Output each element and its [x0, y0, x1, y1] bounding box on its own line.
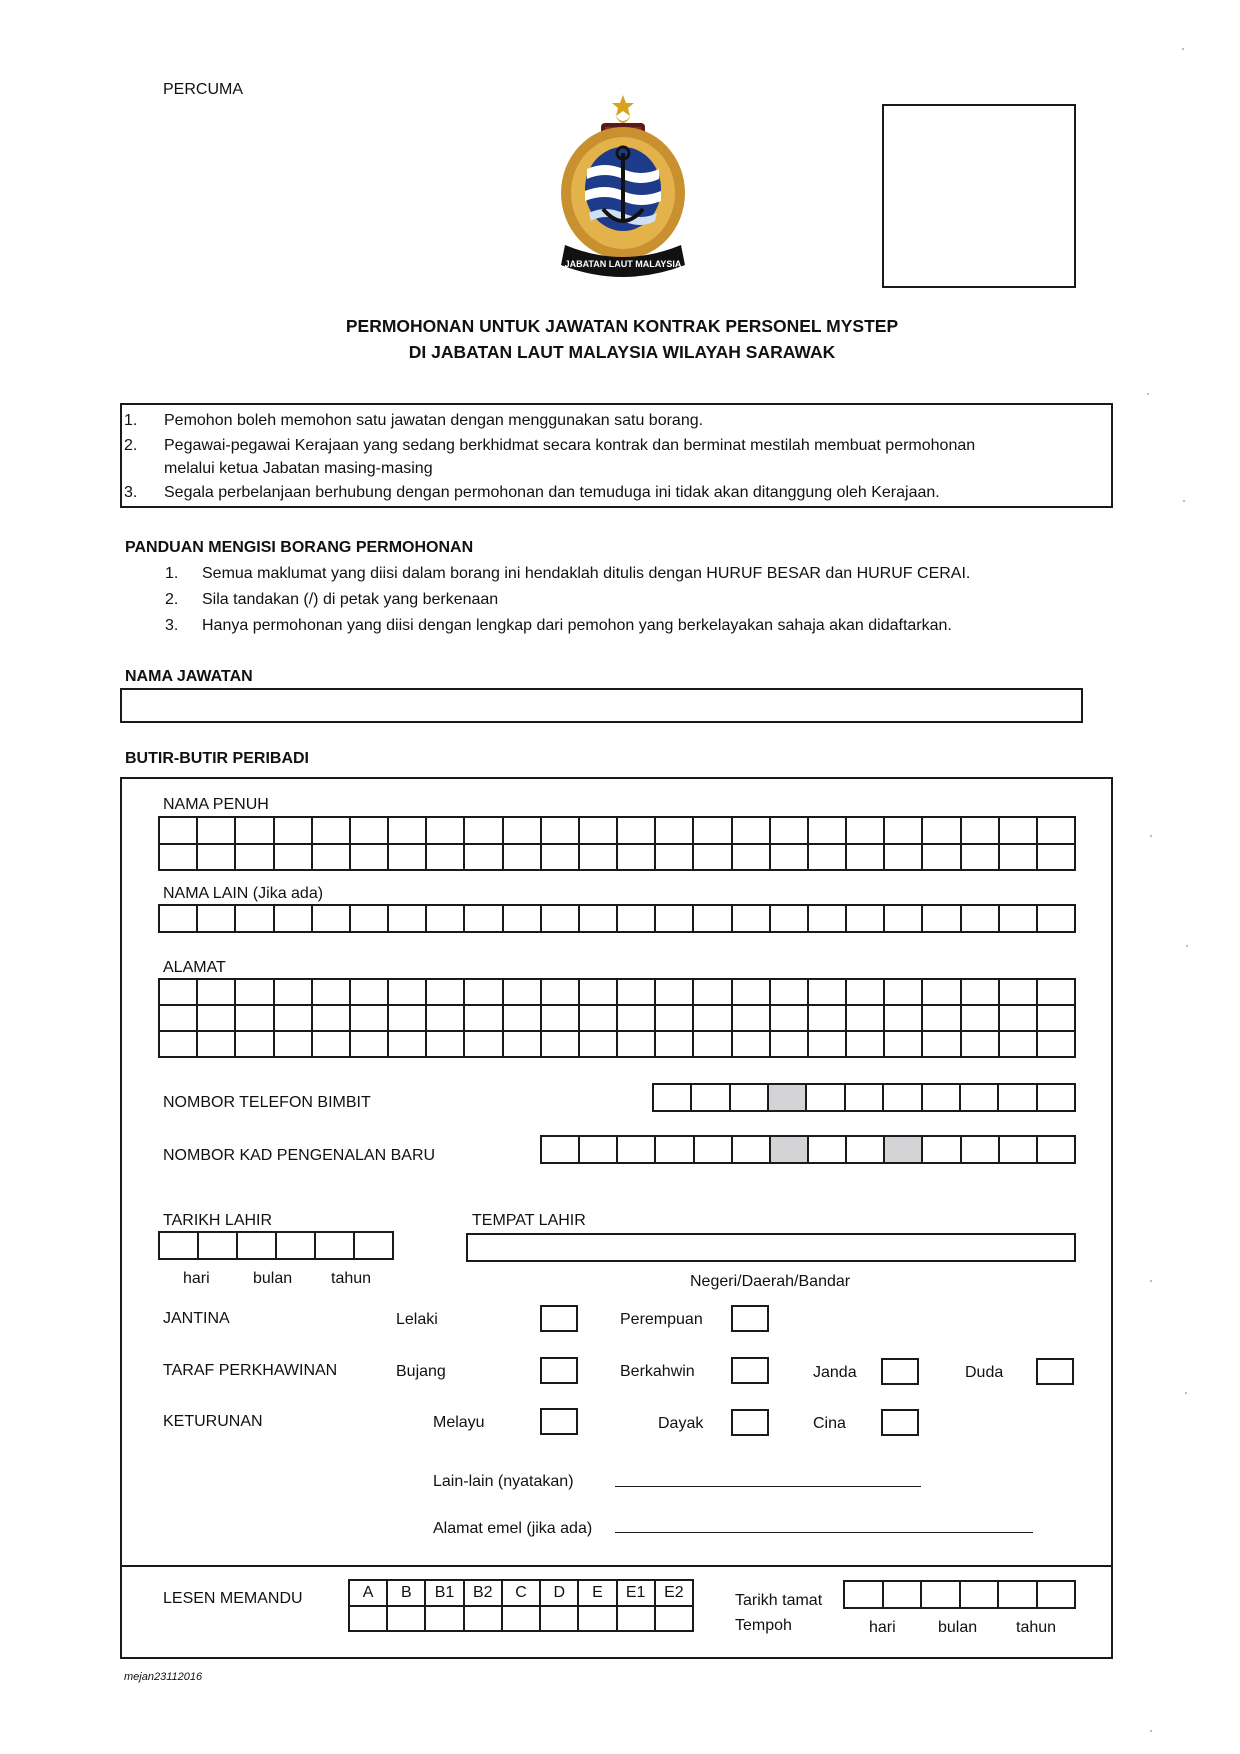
char-cell[interactable] [238, 1233, 277, 1260]
char-cell[interactable] [504, 818, 542, 845]
char-cell[interactable] [160, 845, 198, 872]
photo-box[interactable] [882, 104, 1076, 288]
char-cell[interactable] [733, 845, 771, 872]
char-cell[interactable] [465, 1032, 503, 1058]
char-cell[interactable] [236, 1006, 274, 1032]
char-cell[interactable] [962, 818, 1000, 845]
crest-icon [543, 93, 703, 283]
char-cell[interactable] [198, 845, 236, 872]
notice-num-1: 1. [124, 412, 138, 429]
char-cell[interactable] [580, 1032, 618, 1058]
char-cell[interactable] [580, 906, 618, 933]
char-cell[interactable] [504, 845, 542, 872]
char-cell[interactable] [771, 906, 809, 933]
char-cell[interactable] [389, 845, 427, 872]
char-cell[interactable] [313, 1032, 351, 1058]
char-cell[interactable] [809, 845, 847, 872]
notice-box [120, 403, 1113, 508]
char-cell[interactable] [160, 1006, 198, 1032]
char-cell[interactable] [809, 1032, 847, 1058]
char-cell[interactable] [847, 1006, 885, 1032]
full-name-label: NAMA PENUH [163, 796, 269, 813]
mobile-label: NOMBOR TELEFON BIMBIT [163, 1094, 371, 1111]
char-cell[interactable] [962, 1006, 1000, 1032]
char-cell[interactable] [579, 1607, 617, 1633]
char-cell[interactable] [618, 1607, 656, 1633]
char-cell[interactable] [1000, 906, 1038, 933]
char-cell[interactable] [733, 980, 771, 1006]
license-class-header: C [503, 1581, 541, 1607]
char-cell[interactable] [389, 906, 427, 933]
other-name-label: NAMA LAIN (Jika ada) [163, 885, 324, 902]
char-cell[interactable] [542, 1032, 580, 1058]
char-cell[interactable] [923, 1006, 961, 1032]
char-cell[interactable] [541, 1607, 579, 1633]
other-name-grid[interactable] [158, 904, 1076, 933]
form-title-line1: PERMOHONAN UNTUK JAWATAN KONTRAK PERSONEL MYSTEP [345, 316, 899, 336]
gender-option-female: Perempuan [620, 1311, 703, 1328]
char-cell[interactable] [771, 1006, 809, 1032]
char-cell[interactable] [733, 818, 771, 845]
char-cell[interactable] [427, 1006, 465, 1032]
char-cell[interactable] [656, 1006, 694, 1032]
char-cell[interactable] [542, 1137, 580, 1164]
position-input[interactable] [120, 688, 1083, 723]
license-class-header: B2 [465, 1581, 503, 1607]
char-cell[interactable] [504, 980, 542, 1006]
char-cell[interactable] [199, 1233, 238, 1260]
ethnicity-option-malay: Melayu [433, 1414, 485, 1431]
char-cell[interactable] [313, 845, 351, 872]
char-cell[interactable] [618, 980, 656, 1006]
char-cell[interactable] [465, 906, 503, 933]
char-cell[interactable] [351, 906, 389, 933]
char-cell[interactable] [771, 1032, 809, 1058]
dob-year-label: tahun [331, 1270, 372, 1287]
char-cell[interactable] [465, 845, 503, 872]
char-cell[interactable] [962, 980, 1000, 1006]
license-class-header: A [350, 1581, 388, 1607]
char-cell[interactable] [923, 1032, 961, 1058]
char-cell[interactable] [999, 1085, 1037, 1112]
char-cell[interactable] [504, 906, 542, 933]
guide-num-1: 1. [165, 565, 179, 582]
license-expiry-grid[interactable] [843, 1580, 1076, 1609]
marital-widower-checkbox[interactable] [1036, 1358, 1074, 1385]
char-cell[interactable] [847, 980, 885, 1006]
char-cell[interactable] [807, 1085, 845, 1112]
char-cell[interactable] [885, 818, 923, 845]
gender-option-male: Lelaki [396, 1311, 438, 1328]
dob-day-label: hari [183, 1270, 210, 1287]
char-cell[interactable] [351, 980, 389, 1006]
char-cell[interactable] [809, 1006, 847, 1032]
form-code: mejan23112016 [124, 1671, 203, 1683]
char-cell[interactable] [1038, 818, 1076, 845]
mobile-number-grid[interactable] [652, 1083, 1076, 1112]
char-cell[interactable] [846, 1085, 884, 1112]
char-cell[interactable] [351, 1032, 389, 1058]
ic-label: NOMBOR KAD PENGENALAN BARU [163, 1147, 436, 1164]
char-cell[interactable] [350, 1607, 388, 1633]
char-cell[interactable] [198, 906, 236, 933]
gender-label: JANTINA [163, 1310, 230, 1327]
char-cell[interactable] [923, 1137, 961, 1164]
char-cell[interactable] [313, 1006, 351, 1032]
char-cell[interactable] [731, 1085, 769, 1112]
license-period-label: Tempoh [735, 1617, 792, 1634]
char-cell[interactable] [923, 818, 961, 845]
char-cell[interactable] [694, 818, 732, 845]
char-cell[interactable] [1038, 1582, 1077, 1609]
char-cell[interactable] [427, 845, 465, 872]
char-cell[interactable] [923, 980, 961, 1006]
char-cell[interactable] [885, 1006, 923, 1032]
notice-text-3: Segala perbelanjaan berhubung dengan permohonan dan temuduga ini tidak akan ditanggung oleh Kerajaan. [164, 484, 940, 501]
char-cell[interactable] [504, 1006, 542, 1032]
gender-male-checkbox[interactable] [540, 1305, 578, 1332]
marital-option-widower: Duda [965, 1364, 1004, 1381]
char-cell[interactable] [1038, 1032, 1076, 1058]
crest-logo [543, 93, 703, 283]
char-cell[interactable] [313, 980, 351, 1006]
char-cell[interactable] [1038, 1085, 1076, 1112]
char-cell[interactable] [504, 1032, 542, 1058]
char-cell[interactable] [275, 1006, 313, 1032]
separator-cell [769, 1085, 807, 1112]
expiry-day-label: hari [869, 1619, 896, 1636]
separator-cell [771, 1137, 809, 1164]
char-cell[interactable] [962, 1032, 1000, 1058]
notice-text-2b: melalui ketua Jabatan masing-masing [164, 460, 433, 477]
license-class-grid[interactable] [348, 1579, 694, 1632]
char-cell[interactable] [1038, 906, 1076, 933]
scan-speck [1186, 945, 1188, 947]
char-cell[interactable] [656, 1032, 694, 1058]
char-cell[interactable] [427, 1032, 465, 1058]
notice-num-2: 2. [124, 437, 138, 454]
char-cell[interactable] [884, 1085, 922, 1112]
char-cell[interactable] [236, 906, 274, 933]
address-label: ALAMAT [163, 959, 226, 976]
char-cell[interactable] [694, 1032, 732, 1058]
char-cell[interactable] [961, 1582, 1000, 1609]
ethnicity-other-input[interactable] [615, 1486, 921, 1487]
char-cell[interactable] [465, 980, 503, 1006]
char-cell[interactable] [962, 1137, 1000, 1164]
char-cell[interactable] [1038, 1006, 1076, 1032]
char-cell[interactable] [1000, 1006, 1038, 1032]
char-cell[interactable] [885, 980, 923, 1006]
char-cell[interactable] [692, 1085, 730, 1112]
scan-speck [1185, 1392, 1187, 1394]
scan-speck [1150, 1280, 1152, 1282]
license-class-header: D [541, 1581, 579, 1607]
char-cell[interactable] [1000, 1137, 1038, 1164]
guide-text-1: Semua maklumat yang diisi dalam borang ini hendaklah ditulis dengan HURUF BESAR dan HURUF CERAI. [202, 565, 971, 582]
marital-option-married: Berkahwin [620, 1363, 695, 1380]
position-label: NAMA JAWATAN [125, 668, 253, 685]
char-cell[interactable] [580, 818, 618, 845]
char-cell[interactable] [885, 906, 923, 933]
char-cell[interactable] [618, 845, 656, 872]
char-cell[interactable] [961, 1085, 999, 1112]
guide-heading: PANDUAN MENGISI BORANG PERMOHONAN [125, 539, 474, 556]
char-cell[interactable] [733, 1006, 771, 1032]
svg-text:JABATAN LAUT MALAYSIA: JABATAN LAUT MALAYSIA [564, 259, 682, 269]
notice-text-2: Pegawai-pegawai Kerajaan yang sedang berkhidmat secara kontrak dan berminat mestilah membuat permohonan [164, 437, 976, 454]
marital-widow-checkbox[interactable] [881, 1358, 919, 1385]
ethnicity-dayak-checkbox[interactable] [731, 1409, 769, 1436]
char-cell[interactable] [885, 845, 923, 872]
form-title-line2: DI JABATAN LAUT MALAYSIA WILAYAH SARAWAK [408, 342, 836, 362]
char-cell[interactable] [771, 980, 809, 1006]
birthplace-input[interactable] [466, 1233, 1076, 1262]
char-cell[interactable] [999, 1582, 1038, 1609]
char-cell[interactable] [845, 1582, 884, 1609]
guide-text-3: Hanya permohonan yang diisi dengan lengkap dari pemohon yang berkelayakan sahaja akan didaftarkan. [202, 617, 952, 634]
char-cell[interactable] [198, 818, 236, 845]
char-cell[interactable] [847, 845, 885, 872]
ethnicity-malay-checkbox[interactable] [540, 1408, 578, 1435]
char-cell[interactable] [656, 1607, 694, 1633]
ethnicity-option-chinese: Cina [813, 1415, 846, 1432]
char-cell[interactable] [1000, 1032, 1038, 1058]
char-cell[interactable] [389, 818, 427, 845]
free-label: PERCUMA [163, 81, 244, 98]
guide-text-2: Sila tandakan (/) di petak yang berkenaan [202, 591, 499, 608]
char-cell[interactable] [809, 980, 847, 1006]
license-class-header: E [579, 1581, 617, 1607]
char-cell[interactable] [542, 906, 580, 933]
char-cell[interactable] [618, 1006, 656, 1032]
expiry-year-label: tahun [1016, 1619, 1057, 1636]
scan-speck [1183, 500, 1185, 502]
char-cell[interactable] [236, 980, 274, 1006]
char-cell[interactable] [733, 1137, 771, 1164]
char-cell[interactable] [923, 845, 961, 872]
char-cell[interactable] [236, 845, 274, 872]
license-class-header: E2 [656, 1581, 694, 1607]
full-name-grid[interactable] [158, 816, 1076, 871]
char-cell[interactable] [275, 818, 313, 845]
char-cell[interactable] [160, 1233, 199, 1260]
char-cell[interactable] [351, 845, 389, 872]
char-cell[interactable] [542, 1006, 580, 1032]
char-cell[interactable] [313, 906, 351, 933]
notice-num-3: 3. [124, 484, 138, 501]
char-cell[interactable] [580, 980, 618, 1006]
char-cell[interactable] [277, 1233, 316, 1260]
char-cell[interactable] [465, 818, 503, 845]
email-label: Alamat emel (jika ada) [433, 1520, 593, 1537]
license-class-header: E1 [618, 1581, 656, 1607]
char-cell[interactable] [1000, 980, 1038, 1006]
char-cell[interactable] [847, 818, 885, 845]
char-cell[interactable] [542, 845, 580, 872]
char-cell[interactable] [885, 1032, 923, 1058]
char-cell[interactable] [389, 1006, 427, 1032]
char-cell[interactable] [922, 1582, 961, 1609]
scan-speck [1182, 48, 1184, 50]
char-cell[interactable] [1000, 818, 1038, 845]
char-cell[interactable] [809, 818, 847, 845]
ethnicity-other-label: Lain-lain (nyatakan) [433, 1473, 574, 1490]
char-cell[interactable] [923, 1085, 961, 1112]
char-cell[interactable] [198, 980, 236, 1006]
char-cell[interactable] [847, 1032, 885, 1058]
char-cell[interactable] [656, 818, 694, 845]
license-class-header: B [388, 1581, 426, 1607]
char-cell[interactable] [160, 906, 198, 933]
ethnicity-label: KETURUNAN [163, 1413, 263, 1430]
char-cell[interactable] [962, 845, 1000, 872]
personal-heading: BUTIR-BUTIR PERIBADI [125, 750, 309, 767]
char-cell[interactable] [847, 906, 885, 933]
char-cell[interactable] [654, 1085, 692, 1112]
char-cell[interactable] [809, 906, 847, 933]
ethnicity-option-dayak: Dayak [658, 1415, 704, 1432]
char-cell[interactable] [389, 980, 427, 1006]
char-cell[interactable] [884, 1582, 923, 1609]
char-cell[interactable] [694, 845, 732, 872]
char-cell[interactable] [465, 1607, 503, 1633]
address-grid[interactable] [158, 978, 1076, 1058]
dob-month-label: bulan [253, 1270, 293, 1287]
char-cell[interactable] [695, 1137, 733, 1164]
char-cell[interactable] [771, 818, 809, 845]
marital-married-checkbox[interactable] [731, 1357, 769, 1384]
char-cell[interactable] [1038, 980, 1076, 1006]
separator-cell [885, 1137, 923, 1164]
license-expiry-label: Tarikh tamat [735, 1592, 823, 1609]
char-cell[interactable] [694, 980, 732, 1006]
char-cell[interactable] [275, 980, 313, 1006]
char-cell[interactable] [618, 906, 656, 933]
marital-option-widow: Janda [813, 1364, 857, 1381]
birthplace-label: TEMPAT LAHIR [472, 1212, 586, 1229]
license-class-header: B1 [426, 1581, 464, 1607]
char-cell[interactable] [160, 980, 198, 1006]
char-cell[interactable] [923, 906, 961, 933]
email-input[interactable] [615, 1532, 1033, 1533]
char-cell[interactable] [275, 845, 313, 872]
scan-speck [1150, 1730, 1152, 1732]
marital-option-single: Bujang [396, 1363, 446, 1380]
char-cell[interactable] [236, 1032, 274, 1058]
char-cell[interactable] [1038, 1137, 1076, 1164]
char-cell[interactable] [236, 818, 274, 845]
char-cell[interactable] [809, 1137, 847, 1164]
marital-label: TARAF PERKHAWINAN [163, 1362, 338, 1379]
section-divider [120, 1565, 1113, 1567]
char-cell[interactable] [580, 1006, 618, 1032]
char-cell[interactable] [694, 906, 732, 933]
char-cell[interactable] [656, 980, 694, 1006]
char-cell[interactable] [427, 906, 465, 933]
char-cell[interactable] [275, 906, 313, 933]
birthplace-hint: Negeri/Daerah/Bandar [690, 1273, 851, 1290]
dob-label: TARIKH LAHIR [163, 1212, 273, 1229]
guide-num-2: 2. [165, 591, 179, 608]
char-cell[interactable] [351, 818, 389, 845]
char-cell[interactable] [427, 980, 465, 1006]
char-cell[interactable] [618, 1137, 656, 1164]
scan-speck [1147, 393, 1149, 395]
char-cell[interactable] [198, 1006, 236, 1032]
char-cell[interactable] [542, 818, 580, 845]
char-cell[interactable] [771, 845, 809, 872]
char-cell[interactable] [351, 1006, 389, 1032]
char-cell[interactable] [465, 1006, 503, 1032]
char-cell[interactable] [313, 818, 351, 845]
char-cell[interactable] [542, 980, 580, 1006]
char-cell[interactable] [962, 906, 1000, 933]
char-cell[interactable] [389, 1032, 427, 1058]
char-cell[interactable] [656, 906, 694, 933]
ethnicity-chinese-checkbox[interactable] [881, 1409, 919, 1436]
license-label: LESEN MEMANDU [163, 1590, 303, 1607]
char-cell[interactable] [618, 818, 656, 845]
char-cell[interactable] [1000, 845, 1038, 872]
notice-text-1: Pemohon boleh memohon satu jawatan dengan menggunakan satu borang. [164, 412, 704, 429]
gender-female-checkbox[interactable] [731, 1305, 769, 1332]
dob-grid[interactable] [158, 1231, 394, 1260]
marital-single-checkbox[interactable] [540, 1357, 578, 1384]
char-cell[interactable] [733, 1032, 771, 1058]
char-cell[interactable] [160, 818, 198, 845]
guide-num-3: 3. [165, 617, 179, 634]
char-cell[interactable] [694, 1006, 732, 1032]
char-cell[interactable] [160, 1032, 198, 1058]
expiry-month-label: bulan [938, 1619, 978, 1636]
char-cell[interactable] [275, 1032, 313, 1058]
char-cell[interactable] [198, 1032, 236, 1058]
scan-speck [1150, 835, 1152, 837]
char-cell[interactable] [426, 1607, 464, 1633]
char-cell[interactable] [580, 845, 618, 872]
char-cell[interactable] [388, 1607, 426, 1633]
char-cell[interactable] [733, 906, 771, 933]
char-cell[interactable] [847, 1137, 885, 1164]
char-cell[interactable] [355, 1233, 394, 1260]
char-cell[interactable] [656, 1137, 694, 1164]
char-cell[interactable] [580, 1137, 618, 1164]
ic-number-grid[interactable] [540, 1135, 1076, 1164]
char-cell[interactable] [316, 1233, 355, 1260]
char-cell[interactable] [427, 818, 465, 845]
char-cell[interactable] [618, 1032, 656, 1058]
char-cell[interactable] [656, 845, 694, 872]
char-cell[interactable] [1038, 845, 1076, 872]
char-cell[interactable] [503, 1607, 541, 1633]
